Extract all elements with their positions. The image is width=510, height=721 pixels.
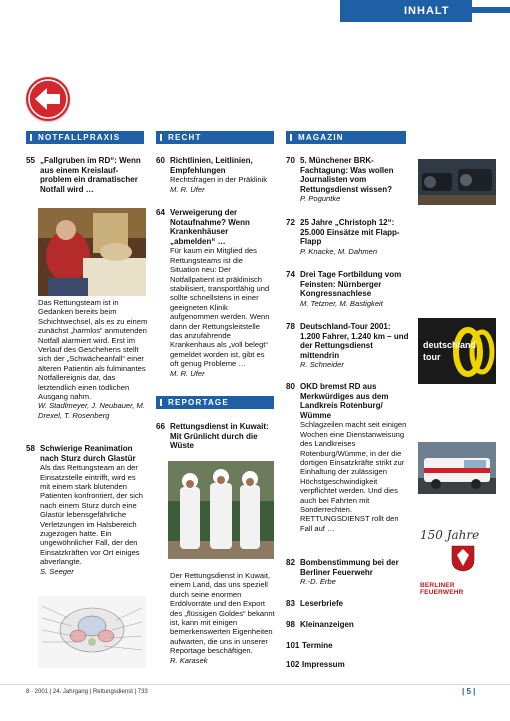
section-notfallpraxis: NOTFALLPRAXIS xyxy=(26,131,144,144)
rescue-photo xyxy=(38,208,146,296)
article-author: P. Poguntke xyxy=(300,194,341,204)
article-101[interactable] xyxy=(286,641,410,651)
page-number: 101 xyxy=(286,641,300,650)
article-72[interactable] xyxy=(286,218,410,256)
page-number: 102 xyxy=(286,660,300,669)
feuerwehr-jubilee-logo xyxy=(420,528,498,598)
article-title: Richtlinien, Leitlinien, Empfehlungen xyxy=(170,156,253,175)
page-number: 83 xyxy=(286,599,295,608)
section-magazin: MAGAZIN xyxy=(286,131,406,144)
article-55-text: Das Rettungsteam ist in Gedanken bereits beim Schichtwechsel, als es zu einem zunächst „harmlos“ anmutenden Notfall alarmiert wird. Erst im Verlauf des Geschehens stellt sich der „Schwächeanfall“ einer älteren Patientin als fulminantes Notfallereignis dar, das letztendlich einen tödlichen Ausgang nahm. W. Stadlmeyer, J. Neubauer, M. Drexel, T. Rosenberg xyxy=(38,298,148,420)
article-78[interactable] xyxy=(286,322,410,370)
kuwait-team-photo xyxy=(168,461,274,559)
article-title: Rettungsdienst in Kuwait: Mit Grünlicht durch die Wüste xyxy=(170,422,269,451)
footer-page-number: | 5 | xyxy=(462,687,476,696)
footer-issue-info: 8 · 2001 | 24. Jahrgang | Rettungsdienst | 733 xyxy=(26,689,148,695)
page-number: 78 xyxy=(286,322,295,331)
article-author: M. R. Ufer xyxy=(170,184,205,194)
deutschland-tour-line1: deutschland xyxy=(423,340,477,350)
article-title: Kleinanzeigen xyxy=(300,620,354,629)
article-author: R.-D. Erbe xyxy=(300,577,336,587)
ambulance-photo xyxy=(418,442,496,494)
article-title: 5. Münchener BRK-Fachtagung: Was wollen Journalisten vom Rettungsdienst wissen? xyxy=(300,156,394,194)
plus-mark-horizontal xyxy=(462,7,510,13)
article-text: Als das Rettungsteam an der Einsatzstelle eintrifft, wird es mit einem stark blutenden Patienten konfrontiert, der sich nach einem Sturz durch eine Glastür lebensgefährliche Verletzungen im Halsbereich zugezogen hatte. Ein ungewöhnlicher Fall, der den Einsatzkräften vor Ort einiges abverlangte. xyxy=(40,463,143,567)
jubilee-text: 150 Jahre xyxy=(420,528,480,542)
section-recht: RECHT xyxy=(156,131,274,144)
back-button[interactable] xyxy=(26,77,70,121)
article-title: Bombenstimmung bei der Berliner Feuerwehr xyxy=(300,558,399,577)
article-title: Leserbriefe xyxy=(300,599,344,608)
article-title: Termine xyxy=(302,641,333,650)
footer-divider xyxy=(0,684,510,685)
back-arrow-icon xyxy=(26,77,70,121)
article-author: W. Stadlmeyer, J. Neubauer, M. Drexel, T. Rosenberg xyxy=(38,401,145,420)
inhalt-label: INHALT xyxy=(404,5,450,17)
page-number: 74 xyxy=(286,270,295,279)
article-74[interactable] xyxy=(286,270,410,308)
article-title: Drei Tage Fortbildung vom Feinsten: Nürnberger Kongressnachlese xyxy=(300,270,402,299)
article-author: S. Seeger xyxy=(40,566,74,576)
section-reportage: REPORTAGE xyxy=(156,396,274,409)
article-title: Verweigerung der Notaufnahme? Wenn Krankenhäuser „abmelden“ … xyxy=(170,208,250,246)
article-text: Rechtsfragen in der Präklinik xyxy=(170,175,268,185)
article-98[interactable] xyxy=(286,620,410,630)
article-66-text: Der Rettungsdienst in Kuwait, einem Land, das uns speziell durch seine enormen Erdölvorräte und den Export des „flüssigen Goldes“ bekannt ist, kann mit einigen bemerkenswerten Eigenheiten aufwarten, die uns in unserer Reportage beschäftigen. R. Karasek xyxy=(170,571,275,665)
article-author: M. Tetzner, M. Bastigkeit xyxy=(300,298,383,308)
page-number: 60 xyxy=(156,156,165,165)
article-70[interactable] xyxy=(286,156,410,204)
article-83[interactable] xyxy=(286,599,410,609)
article-60[interactable] xyxy=(156,156,274,194)
article-title: Deutschland-Tour 2001: 1.200 Fahrer, 1.240 km – und der Rettungsdienst mittendrin xyxy=(300,322,409,360)
article-text: Schlagzeilen macht seit einigen Wochen eine Dienstanweisung des Landkreises Rotenburg/Wümme, in der die dortigen Einsatzkräfte strikt zur Einhaltung der zulässigen Höchstgeschwindigkeit verpflichtet werden. Und dies auch bei Fahrten mit Sonderrechten. RETTUNGSDIENST rollt den Fall auf … xyxy=(300,420,407,533)
article-title: Impressum xyxy=(302,660,345,669)
page-number: 64 xyxy=(156,208,165,217)
article-author: R. Schneider xyxy=(300,360,344,370)
page-number: 58 xyxy=(26,444,35,453)
inhalt-tab xyxy=(340,0,464,22)
feuerwehr-text: BERLINER FEUERWEHR xyxy=(420,582,464,596)
article-80[interactable] xyxy=(286,382,410,533)
page-number: 66 xyxy=(156,422,165,431)
camera-crew-photo xyxy=(418,159,496,205)
deutschland-tour-logo xyxy=(418,318,496,384)
anatomy-diagram xyxy=(38,596,146,668)
article-66[interactable] xyxy=(156,422,274,451)
article-64[interactable] xyxy=(156,208,274,378)
page-number: 82 xyxy=(286,558,295,567)
page-number: 98 xyxy=(286,620,295,629)
article-title: OKD bremst RD aus Merkwürdiges aus dem Landkreis Rotenburg/ Wümme xyxy=(300,382,389,420)
article-author: P. Knacke, M. Dahmen xyxy=(300,246,378,256)
article-58[interactable] xyxy=(26,444,146,576)
article-author: M. R. Ufer xyxy=(170,368,205,378)
deutschland-tour-line2: tour xyxy=(423,352,441,362)
article-82[interactable] xyxy=(286,558,410,587)
article-text: Für kaum ein Mitglied des Rettungsteams ist die Situation neu: Der Notfallpatient ist präklinisch stabilisiert, transportfähig und sollte schnellstens in einer geeigneten Klinik aufgenommen werden. Wenn dann der Rettungsleitstelle das anzufahrende Krankenhaus als „voll belegt“ gemeldet worden ist, gibt es oft genug Probleme … xyxy=(170,246,270,369)
article-author: R. Karasek xyxy=(170,655,208,665)
article-55[interactable] xyxy=(26,156,146,194)
article-102[interactable] xyxy=(286,660,410,670)
article-title: Schwierige Reanimation nach Sturz durch Glastür xyxy=(40,444,136,463)
article-title: 25 Jahre „Christoph 12“: 25.000 Einsätze mit Flapp-Flapp xyxy=(300,218,400,247)
page-number: 80 xyxy=(286,382,295,391)
page-number: 55 xyxy=(26,156,35,165)
page-number: 70 xyxy=(286,156,295,165)
page-number: 72 xyxy=(286,218,295,227)
article-title: „Fallgruben im RD“: Wenn aus einem Kreislauf-problem ein dramatischer Notfall wird … xyxy=(40,156,141,194)
